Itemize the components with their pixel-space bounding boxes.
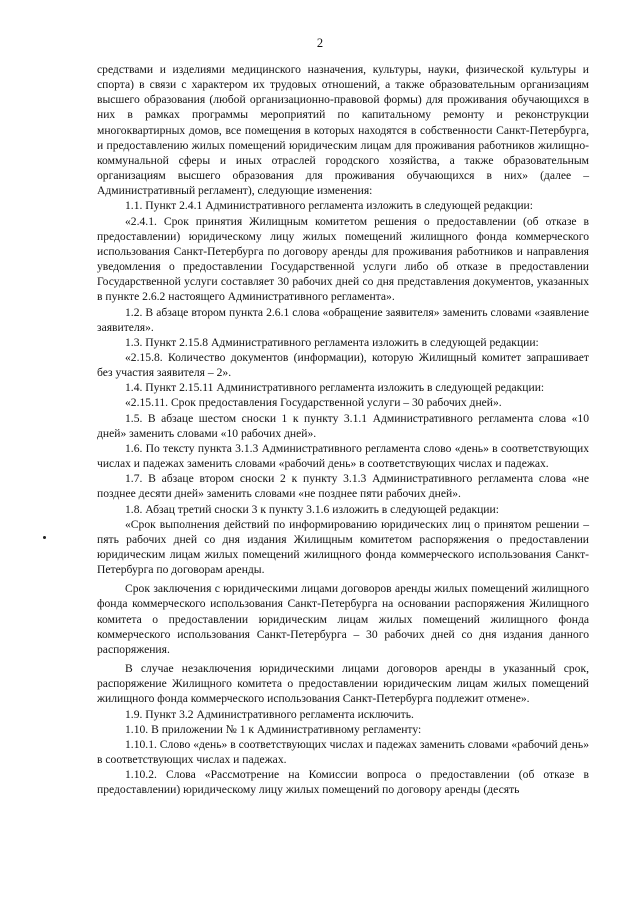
paragraph-1-1: 1.1. Пункт 2.4.1 Административного регламента изложить в следующей редакции: xyxy=(125,199,533,213)
paragraph-1-3: 1.3. Пункт 2.15.8 Административного регламента изложить в следующей редакции: xyxy=(125,335,539,349)
paragraph-1-7: 1.7. В абзаце втором сноски 2 к пункту 3.1.3 Административного регламента слова «не позднее десяти дней» заменить словами «не позднее пяти рабочих дней». xyxy=(97,472,589,501)
paragraph-1-10: 1.10. В приложении № 1 к Административному регламенту: xyxy=(125,722,422,736)
paragraph-1-6: 1.6. По тексту пункта 3.1.3 Административного регламента слово «день» в соответствующих числах и падежах заменить словами «рабочий день» в соответствующих числах и падежах. xyxy=(97,441,589,471)
page-number: 2 xyxy=(316,36,324,50)
document-body xyxy=(97,62,589,798)
margin-dot xyxy=(43,536,46,539)
paragraph-1-10-2: 1.10.2. Слова «Рассмотрение на Комиссии вопроса о предоставлении (об отказе в предоставлении) юридическому лицу жилых помещений по договору аренды (десять xyxy=(97,768,589,797)
paragraph-2-4-1-text: «2.4.1. Срок принятия Жилищным комитетом решения о предоставлении (об отказе в предоставлении) юридическому лицу жилых помещений жилищного фонда коммерческого использования Санкт-Петербурга по договору аренды для проживания работников и направления уведомления о предоставлении Государственной услуги либо об отказе в предоставлении Государственной услуги составляет 30 рабочих дней со дня представления документов, указанных в пункте 2.6.2 настоящего Административного регламента». xyxy=(97,214,589,304)
paragraph-footnote-term-3: В случае незаключения юридическими лицами договоров аренды в указанный срок, распоряжение Жилищного комитета о предоставлении юридическим лицам жилых помещений жилищного фонда коммерческого использования Санкт-Петербурга подлежит отмене». xyxy=(97,662,589,706)
paragraph-1-10-1: 1.10.1. Слово «день» в соответствующих числах и падежах заменить словами «рабочий день» в соответствующих числах и падежах. xyxy=(97,737,589,767)
paragraph-2-15-8-text: «2.15.8. Количество документов (информации), которую Жилищный комитет запрашивает без участия заявителя – 2». xyxy=(97,350,589,380)
paragraph-1-8: 1.8. Абзац третий сноски 3 к пункту 3.1.6 изложить в следующей редакции: xyxy=(125,502,499,516)
paragraph-2-15-11-text: «2.15.11. Срок предоставления Государственной услуги – 30 рабочих дней». xyxy=(125,396,502,410)
paragraph-1-2: 1.2. В абзаце втором пункта 2.6.1 слова «обращение заявителя» заменить словами «заявление заявителя». xyxy=(97,305,589,334)
paragraph-footnote-term-1: «Срок выполнения действий по информированию юридических лиц о принятом решении – пять рабочих дней со дня издания Жилищным комитетом распоряжения о предоставлении юридическим лицам жилых помещений жилищного фонда коммерческого использования Санкт-Петербурга по договорам аренды. xyxy=(97,517,589,577)
paragraph-intro: средствами и изделиями медицинского назначения, культуры, науки, физической культуры и спорта) в связи с характером их трудовых отношений, а также образовательным организациям высшего образования (любой организационно-правовой формы) для проживания обучающихся в них в рамках программы мероприятий по капитальному ремонту и реконструкции многоквартирных домов, все помещения в которых находятся в собственности Санкт-Петербурга, и предоставлению жилых помещений юридическим лицам для проживания работников жилищно-коммунальной сферы и иных отраслей городского хозяйства, а также образовательным организациям высшего образования для проживания обучающихся в них» (далее – Административный регламент), следующие изменения: xyxy=(97,63,589,198)
paragraph-1-9: 1.9. Пункт 3.2 Административного регламента исключить. xyxy=(125,707,414,721)
paragraph-footnote-term-2: Срок заключения с юридическими лицами договоров аренды жилых помещений жилищного фонда коммерческого использования Санкт-Петербурга на основании распоряжения Жилищного комитета о предоставлении юридическим лицам жилых помещений жилищного фонда коммерческого использования Санкт-Петербурга – 30 рабочих дней со дня издания данного распоряжения. xyxy=(97,582,589,656)
paragraph-1-4: 1.4. Пункт 2.15.11 Административного регламента изложить в следующей редакции: xyxy=(125,381,545,395)
paragraph-1-5: 1.5. В абзаце шестом сноски 1 к пункту 3.1.1 Административного регламента слова «10 дней» заменить словами «10 рабочих дней». xyxy=(97,411,589,440)
